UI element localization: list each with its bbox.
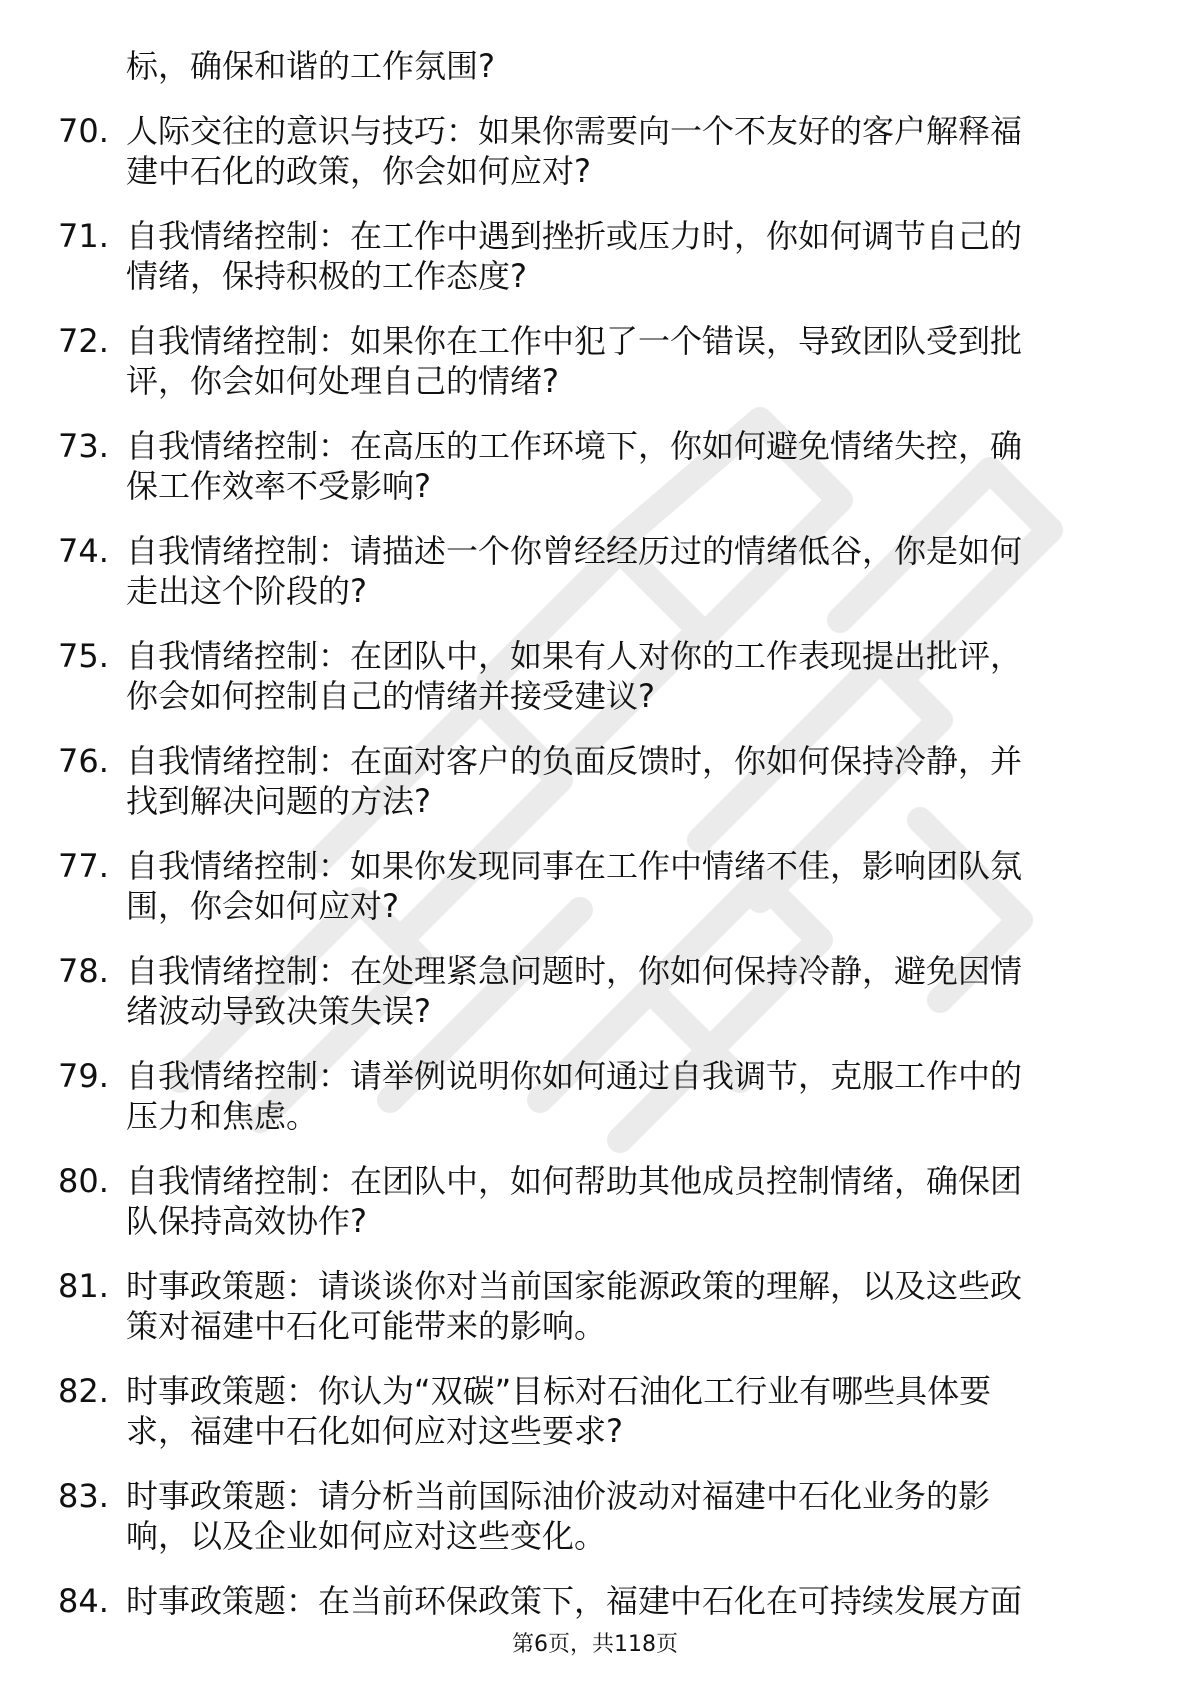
list-item bbox=[0, 951, 1116, 1031]
list-item bbox=[0, 321, 1116, 401]
question-number: 77. bbox=[58, 847, 109, 885]
question-text-line: 找到解决问题的方法? bbox=[126, 782, 431, 820]
question-number: 72. bbox=[58, 322, 109, 360]
question-number: 82. bbox=[58, 1372, 109, 1410]
question-text-line: 评，你会如何处理自己的情绪? bbox=[126, 362, 559, 400]
page-footer: 第6页，共118页 bbox=[512, 1632, 678, 1657]
question-text-line: 自我情绪控制：在面对客户的负面反馈时，你如何保持冷静，并 bbox=[126, 742, 1023, 780]
question-text-line: 建中石化的政策，你会如何应对? bbox=[126, 152, 591, 190]
question-number: 75. bbox=[58, 637, 109, 675]
question-text-line: 时事政策题：在当前环保政策下，福建中石化在可持续发展方面 bbox=[126, 1582, 1023, 1620]
question-text-line: 响，以及企业如何应对这些变化。 bbox=[126, 1517, 607, 1555]
question-text-line: 围，你会如何应对? bbox=[126, 887, 399, 925]
list-item bbox=[0, 1266, 1116, 1346]
question-text-line: 策对福建中石化可能带来的影响。 bbox=[126, 1307, 607, 1345]
list-item bbox=[0, 531, 1116, 611]
list-item bbox=[0, 1056, 1116, 1136]
question-list bbox=[0, 111, 1190, 1621]
question-text-line: 你会如何控制自己的情绪并接受建议? bbox=[126, 677, 655, 715]
list-item bbox=[0, 636, 1116, 716]
question-text-line: 压力和焦虑。 bbox=[126, 1097, 319, 1135]
list-item bbox=[0, 1371, 1116, 1451]
list-item bbox=[0, 846, 1116, 926]
question-number: 81. bbox=[58, 1267, 109, 1305]
question-text-line: 自我情绪控制：请举例说明你如何通过自我调节，克服工作中的 bbox=[126, 1057, 1023, 1095]
question-text-line: 情绪，保持积极的工作态度? bbox=[126, 257, 527, 295]
question-text-line: 求，福建中石化如何应对这些要求? bbox=[126, 1412, 623, 1450]
list-item bbox=[0, 216, 1116, 296]
question-text-line: 时事政策题：你认为“双碳”目标对石油化工行业有哪些具体要 bbox=[126, 1372, 992, 1410]
question-number: 71. bbox=[58, 217, 109, 255]
question-text-line: 时事政策题：请分析当前国际油价波动对福建中石化业务的影 bbox=[126, 1477, 991, 1515]
list-item bbox=[0, 111, 1116, 191]
question-text-line: 人际交往的意识与技巧：如果你需要向一个不友好的客户解释福 bbox=[126, 112, 1023, 150]
question-number: 74. bbox=[58, 532, 109, 570]
list-item bbox=[0, 1581, 1116, 1621]
question-text-line: 自我情绪控制：在团队中，如何帮助其他成员控制情绪，确保团 bbox=[126, 1162, 1023, 1200]
question-number: 78. bbox=[58, 952, 109, 990]
question-text-line: 自我情绪控制：在处理紧急问题时，你如何保持冷静，避免因情 bbox=[126, 952, 1023, 990]
continued-text: 标，确保和谐的工作氛围? bbox=[126, 47, 495, 85]
question-number: 79. bbox=[58, 1057, 109, 1095]
question-text-line: 绪波动导致决策失误? bbox=[126, 992, 431, 1030]
question-number: 83. bbox=[58, 1477, 109, 1515]
question-text-line: 队保持高效协作? bbox=[126, 1202, 367, 1240]
question-text-line: 自我情绪控制：请描述一个你曾经经历过的情绪低谷，你是如何 bbox=[126, 532, 1023, 570]
question-number: 70. bbox=[58, 112, 109, 150]
question-number: 73. bbox=[58, 427, 109, 465]
list-item bbox=[0, 741, 1116, 821]
list-item bbox=[0, 1476, 1116, 1556]
question-number: 84. bbox=[58, 1582, 109, 1620]
list-item bbox=[0, 426, 1116, 506]
list-item bbox=[0, 1161, 1116, 1241]
question-text-line: 自我情绪控制：如果你发现同事在工作中情绪不佳，影响团队氛 bbox=[126, 847, 1023, 885]
question-text-line: 自我情绪控制：在高压的工作环境下，你如何避免情绪失控，确 bbox=[126, 427, 1023, 465]
question-text-line: 自我情绪控制：如果你在工作中犯了一个错误，导致团队受到批 bbox=[126, 322, 1023, 360]
document-content bbox=[0, 46, 1190, 1646]
question-number: 80. bbox=[58, 1162, 109, 1200]
question-text-line: 保工作效率不受影响? bbox=[126, 467, 431, 505]
question-text-line: 走出这个阶段的? bbox=[126, 572, 367, 610]
question-text-line: 自我情绪控制：在团队中，如果有人对你的工作表现提出批评， bbox=[126, 637, 1023, 675]
question-text-line: 时事政策题：请谈谈你对当前国家能源政策的理解，以及这些政 bbox=[126, 1267, 1023, 1305]
question-number: 76. bbox=[58, 742, 109, 780]
question-text-line: 自我情绪控制：在工作中遇到挫折或压力时，你如何调节自己的 bbox=[126, 217, 1023, 255]
